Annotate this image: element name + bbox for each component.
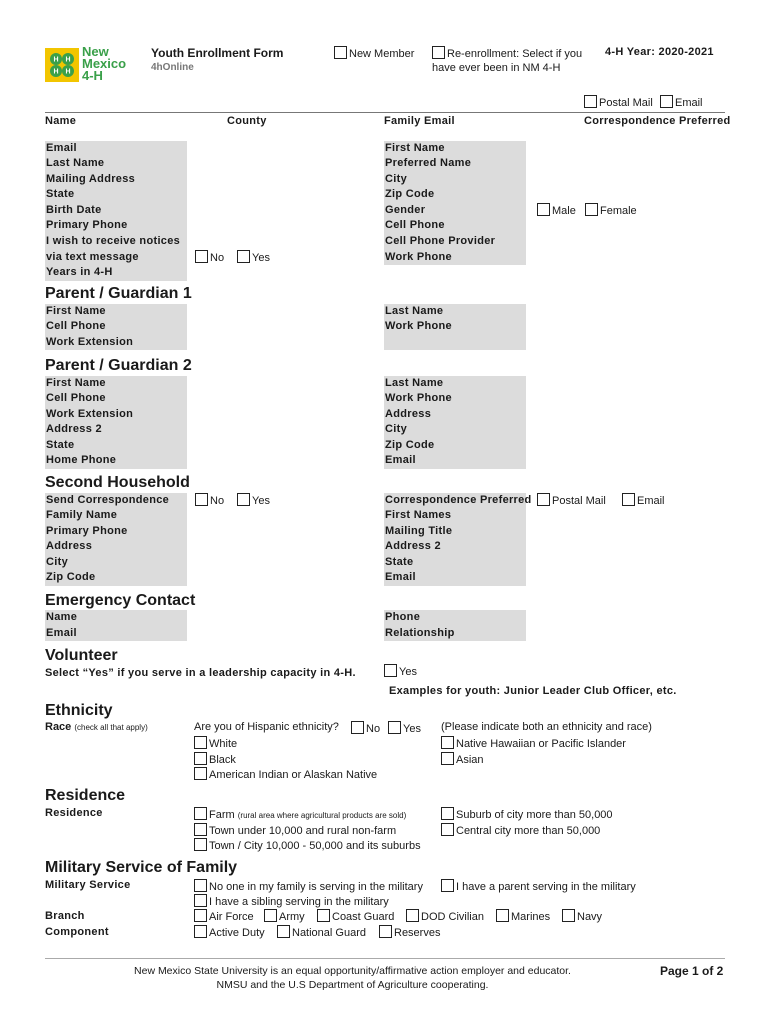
farm-option[interactable]: Farm (rural area where agricultural products are sold) (194, 807, 406, 821)
text-no-checkbox[interactable] (195, 250, 208, 263)
hispanic-yes-checkbox[interactable] (388, 721, 401, 734)
pg2-city-label: City (385, 423, 407, 435)
first-name-label: First Name (385, 142, 445, 154)
national-guard-checkbox[interactable] (277, 925, 290, 938)
mil-parent-option[interactable]: I have a parent serving in the military (441, 879, 636, 893)
ec-name-label: Name (46, 611, 78, 623)
race-label: Race (check all that apply) (45, 721, 148, 733)
city-label: City (385, 173, 407, 185)
navy-checkbox[interactable] (562, 909, 575, 922)
reserves-option[interactable]: Reserves (379, 925, 440, 939)
pg2-first-name-label: First Name (46, 377, 106, 389)
reenroll-option[interactable]: Re-enrollment: Select if you have ever been in NM 4-H (432, 48, 583, 74)
sh-family-name-label: Family Name (46, 509, 118, 521)
svg-text:H: H (65, 68, 71, 76)
army-checkbox[interactable] (264, 909, 277, 922)
pg2-state-label: State (46, 439, 75, 451)
pg2-work-phone-label: Work Phone (385, 392, 452, 404)
town50-checkbox[interactable] (194, 838, 207, 851)
coast-guard-option[interactable]: Coast Guard (317, 909, 394, 923)
pg2-cell-label: Cell Phone (46, 392, 106, 404)
nhpi-option[interactable]: Native Hawaiian or Pacific Islander (441, 736, 626, 750)
sh-send-corr-label: Send Correspondence (46, 494, 170, 506)
vol-yes-option[interactable]: Yes (384, 664, 417, 678)
sh-zip-label: Zip Code (46, 571, 96, 583)
nhpi-checkbox[interactable] (441, 736, 454, 749)
footer-line1: New Mexico State University is an equal opportunity/affirmative action employer and educator. (134, 965, 571, 977)
mil-none-option[interactable]: No one in my family is serving in the military (194, 879, 423, 893)
sh-yes-option[interactable]: Yes (237, 493, 270, 507)
pg1-title: Parent / Guardian 1 (45, 285, 192, 302)
central-option[interactable]: Central city more than 50,000 (441, 823, 600, 837)
marines-checkbox[interactable] (496, 909, 509, 922)
sh-state-label: State (385, 556, 414, 568)
pg2-last-name-label: Last Name (385, 377, 444, 389)
family-email-label: Family Email (384, 115, 455, 127)
hispanic-no-option[interactable]: No (351, 721, 380, 735)
sh-primary-phone-label: Primary Phone (46, 525, 128, 537)
res-title: Residence (45, 787, 126, 804)
text-notice-label-1: I wish to receive notices (46, 235, 181, 247)
pg1-first-name-label: First Name (46, 305, 106, 317)
vol-yes-checkbox[interactable] (384, 664, 397, 677)
sh-city-label: City (46, 556, 68, 568)
sh-mailing-title-label: Mailing Title (385, 525, 453, 537)
dod-checkbox[interactable] (406, 909, 419, 922)
sh-title: Second Household (45, 474, 190, 491)
suburb-checkbox[interactable] (441, 807, 454, 820)
sh-postal-option[interactable]: Postal Mail (537, 493, 606, 507)
sh-corr-pref-label: Correspondence Preferred (385, 494, 532, 506)
cell-phone-label: Cell Phone (385, 219, 445, 231)
clover-icon (45, 48, 79, 82)
sh-no-option[interactable]: No (195, 493, 224, 507)
mil-parent-checkbox[interactable] (441, 879, 454, 892)
white-checkbox[interactable] (194, 736, 207, 749)
year-label: 4-H Year: 2020-2021 (605, 46, 714, 58)
female-checkbox[interactable] (585, 203, 598, 216)
zip-label: Zip Code (385, 188, 435, 200)
army-option[interactable]: Army (264, 909, 305, 923)
town50-option[interactable]: Town / City 10,000 - 50,000 and its suburbs (194, 838, 421, 852)
logo (45, 46, 140, 86)
vol-title: Volunteer (45, 647, 118, 664)
mil-sibling-checkbox[interactable] (194, 894, 207, 907)
sh-first-names-label: First Names (385, 509, 452, 521)
pg2-title: Parent / Guardian 2 (45, 357, 192, 374)
male-option[interactable]: Male (537, 203, 576, 217)
name-label: Name (45, 115, 77, 127)
air-force-checkbox[interactable] (194, 909, 207, 922)
text-yes-option[interactable]: Yes (237, 250, 270, 264)
sh-address-label: Address (46, 540, 93, 552)
dod-option[interactable]: DOD Civilian (406, 909, 484, 923)
pg1-work-phone-label: Work Phone (385, 320, 452, 332)
logo-line1: New (82, 44, 109, 59)
eth-title: Ethnicity (45, 702, 113, 719)
text-no-option[interactable]: No (195, 250, 224, 264)
mil-none-checkbox[interactable] (194, 879, 207, 892)
text-yes-checkbox[interactable] (237, 250, 250, 263)
form-subtitle: 4hOnline (151, 62, 194, 73)
farm-checkbox[interactable] (194, 807, 207, 820)
sh-yes-checkbox[interactable] (237, 493, 250, 506)
national-guard-option[interactable]: National Guard (277, 925, 366, 939)
female-option[interactable]: Female (585, 203, 637, 217)
sh-email-label: Email (385, 571, 416, 583)
svg-text:H: H (53, 56, 59, 64)
svg-text:H: H (65, 56, 71, 64)
pg2-ext-label: Work Extension (46, 408, 134, 420)
mil-component-label: Component (45, 926, 109, 938)
black-option[interactable]: Black (194, 752, 236, 766)
email-checkbox[interactable] (660, 95, 673, 108)
mil-sibling-option[interactable]: I have a sibling serving in the military (194, 894, 389, 908)
coast-guard-checkbox[interactable] (317, 909, 330, 922)
birth-date-label: Birth Date (46, 204, 102, 216)
state-label: State (46, 188, 75, 200)
preferred-name-label: Preferred Name (385, 157, 472, 169)
town10-option[interactable]: Town under 10,000 and rural non-farm (194, 823, 396, 837)
hispanic-yes-option[interactable]: Yes (388, 721, 421, 735)
logo-line2: Mexico (82, 56, 127, 71)
amind-option[interactable]: American Indian or Alaskan Native (194, 767, 377, 781)
black-checkbox[interactable] (194, 752, 207, 765)
white-option[interactable]: White (194, 736, 237, 750)
res-label: Residence (45, 807, 103, 819)
work-phone-label: Work Phone (385, 251, 452, 263)
hispanic-no-checkbox[interactable] (351, 721, 364, 734)
town10-checkbox[interactable] (194, 823, 207, 836)
ec-phone-label: Phone (385, 611, 421, 623)
reserves-checkbox[interactable] (379, 925, 392, 938)
email-option[interactable]: Email (660, 95, 703, 109)
mil-title: Military Service of Family (45, 859, 238, 876)
reenroll-checkbox[interactable] (432, 46, 445, 59)
central-checkbox[interactable] (441, 823, 454, 836)
page-number: Page 1 of 2 (660, 964, 724, 978)
sh-email-option[interactable]: Email (622, 493, 665, 507)
pg2-address-label: Address (385, 408, 432, 420)
suburb-option[interactable]: Suburb of city more than 50,000 (441, 807, 613, 821)
last-name-label: Last Name (46, 157, 105, 169)
new-member-checkbox[interactable] (334, 46, 347, 59)
years-label: Years in 4-H (46, 266, 113, 278)
email-field-label: Email (46, 142, 77, 154)
marines-option[interactable]: Marines (496, 909, 550, 923)
logo-line3: 4-H (82, 68, 103, 83)
sh-email-checkbox[interactable] (622, 493, 635, 506)
male-checkbox[interactable] (537, 203, 550, 216)
sh-no-checkbox[interactable] (195, 493, 208, 506)
sh-postal-checkbox[interactable] (537, 493, 550, 506)
pg1-ext-label: Work Extension (46, 336, 134, 348)
pg2-home-phone-label: Home Phone (46, 454, 117, 466)
asian-option[interactable]: Asian (441, 752, 484, 766)
mil-service-label: Military Service (45, 879, 131, 891)
navy-option[interactable]: Navy (562, 909, 602, 923)
pg1-cell-label: Cell Phone (46, 320, 106, 332)
postal-option[interactable]: Postal Mail (584, 95, 653, 109)
ec-relationship-label: Relationship (385, 627, 455, 639)
gender-label: Gender (385, 204, 426, 216)
hispanic-question: Are you of Hispanic ethnicity? (194, 721, 339, 733)
sh-address2-label: Address 2 (385, 540, 441, 552)
pg2-email-label: Email (385, 454, 416, 466)
cell-provider-label: Cell Phone Provider (385, 235, 496, 247)
county-label: County (227, 115, 267, 127)
postal-checkbox[interactable] (584, 95, 597, 108)
pg1-last-name-label: Last Name (385, 305, 444, 317)
text-notice-label-2: via text message (46, 251, 139, 263)
asian-checkbox[interactable] (441, 752, 454, 765)
active-duty-checkbox[interactable] (194, 925, 207, 938)
new-member-option[interactable]: New Member (334, 46, 414, 60)
mailing-address-label: Mailing Address (46, 173, 136, 185)
svg-text:H: H (53, 68, 59, 76)
pg2-zip-label: Zip Code (385, 439, 435, 451)
pg2-address2-label: Address 2 (46, 423, 102, 435)
form-title: Youth Enrollment Form (151, 46, 284, 60)
active-duty-option[interactable]: Active Duty (194, 925, 265, 939)
ec-title: Emergency Contact (45, 592, 196, 609)
footer-line2: NMSU and the U.S Department of Agriculture cooperating. (216, 979, 489, 991)
vol-prompt: Select “Yes” if you serve in a leadership capacity in 4-H. (45, 667, 356, 679)
air-force-option[interactable]: Air Force (194, 909, 254, 923)
vol-examples: Examples for youth: Junior Leader Club Officer, etc. (389, 685, 677, 697)
amind-checkbox[interactable] (194, 767, 207, 780)
ec-email-label: Email (46, 627, 77, 639)
primary-phone-label: Primary Phone (46, 219, 128, 231)
eth-note: (Please indicate both an ethnicity and race) (441, 721, 652, 733)
mil-branch-label: Branch (45, 910, 85, 922)
corr-pref-label: Correspondence Preferred (584, 115, 731, 127)
